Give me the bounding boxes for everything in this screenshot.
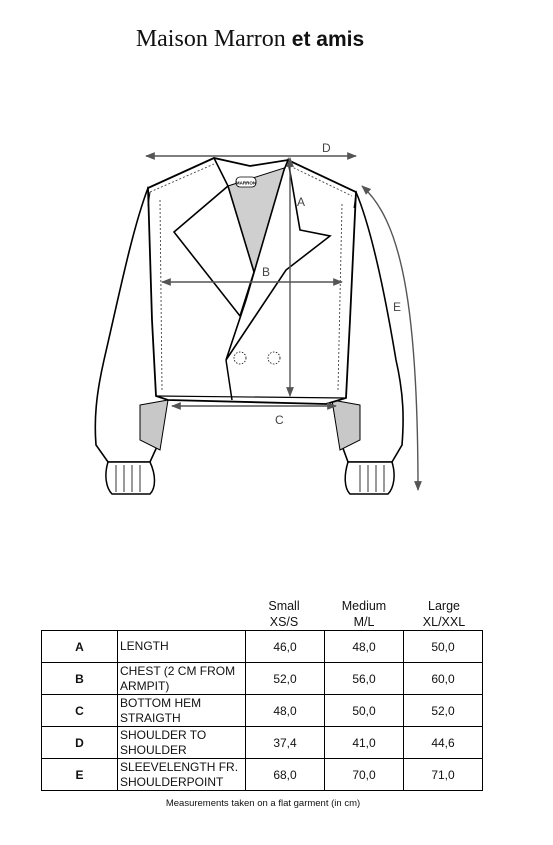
measure-name: SHOULDER TO SHOULDER — [118, 727, 246, 759]
value-large: 52,0 — [404, 695, 483, 727]
table-row — [42, 631, 483, 663]
value-small: 37,4 — [246, 727, 325, 759]
size-chart-table — [41, 630, 483, 791]
measure-code: C — [42, 695, 118, 727]
value-medium: 56,0 — [325, 663, 404, 695]
value-large: 50,0 — [404, 631, 483, 663]
measure-code: D — [42, 727, 118, 759]
value-medium: 41,0 — [325, 727, 404, 759]
right-cuff — [345, 462, 394, 494]
table-row — [42, 663, 483, 695]
measurement-footnote: Measurements taken on a flat garment (in cm) — [165, 798, 361, 809]
value-medium: 50,0 — [325, 695, 404, 727]
dimension-d-label: D — [322, 141, 331, 155]
measure-name: SLEEVELENGTH FR. SHOULDERPOINT — [118, 759, 246, 791]
dimension-e-label: E — [393, 300, 402, 314]
table-row — [42, 727, 483, 759]
measure-code: E — [42, 759, 118, 791]
value-medium: 70,0 — [325, 759, 404, 791]
brand-name: Maison Marron — [135, 26, 286, 52]
garment-tag-label: MARRON — [235, 180, 257, 186]
dimension-a-label: A — [297, 195, 306, 209]
size-header-medium: Medium M/L — [341, 599, 387, 629]
value-small: 48,0 — [246, 695, 325, 727]
value-medium: 48,0 — [325, 631, 404, 663]
brand-name-suffix: et amis — [291, 28, 365, 51]
left-cuff — [106, 462, 155, 494]
value-large: 71,0 — [404, 759, 483, 791]
measure-name: LENGTH — [118, 631, 246, 663]
value-small: 68,0 — [246, 759, 325, 791]
dimension-b-label: B — [262, 265, 271, 279]
measure-code: B — [42, 663, 118, 695]
measure-name: BOTTOM HEM STRAIGTH — [118, 695, 246, 727]
value-large: 60,0 — [404, 663, 483, 695]
measure-code: A — [42, 631, 118, 663]
value-small: 52,0 — [246, 663, 325, 695]
table-row — [42, 695, 483, 727]
size-header-small: Small XS/S — [268, 599, 300, 629]
size-header-large: Large XL/XXL — [422, 599, 466, 629]
value-large: 44,6 — [404, 727, 483, 759]
measure-name: CHEST (2 CM FROM ARMPIT) — [118, 663, 246, 695]
table-row — [42, 759, 483, 791]
value-small: 46,0 — [246, 631, 325, 663]
dimension-c-label: C — [275, 413, 284, 427]
